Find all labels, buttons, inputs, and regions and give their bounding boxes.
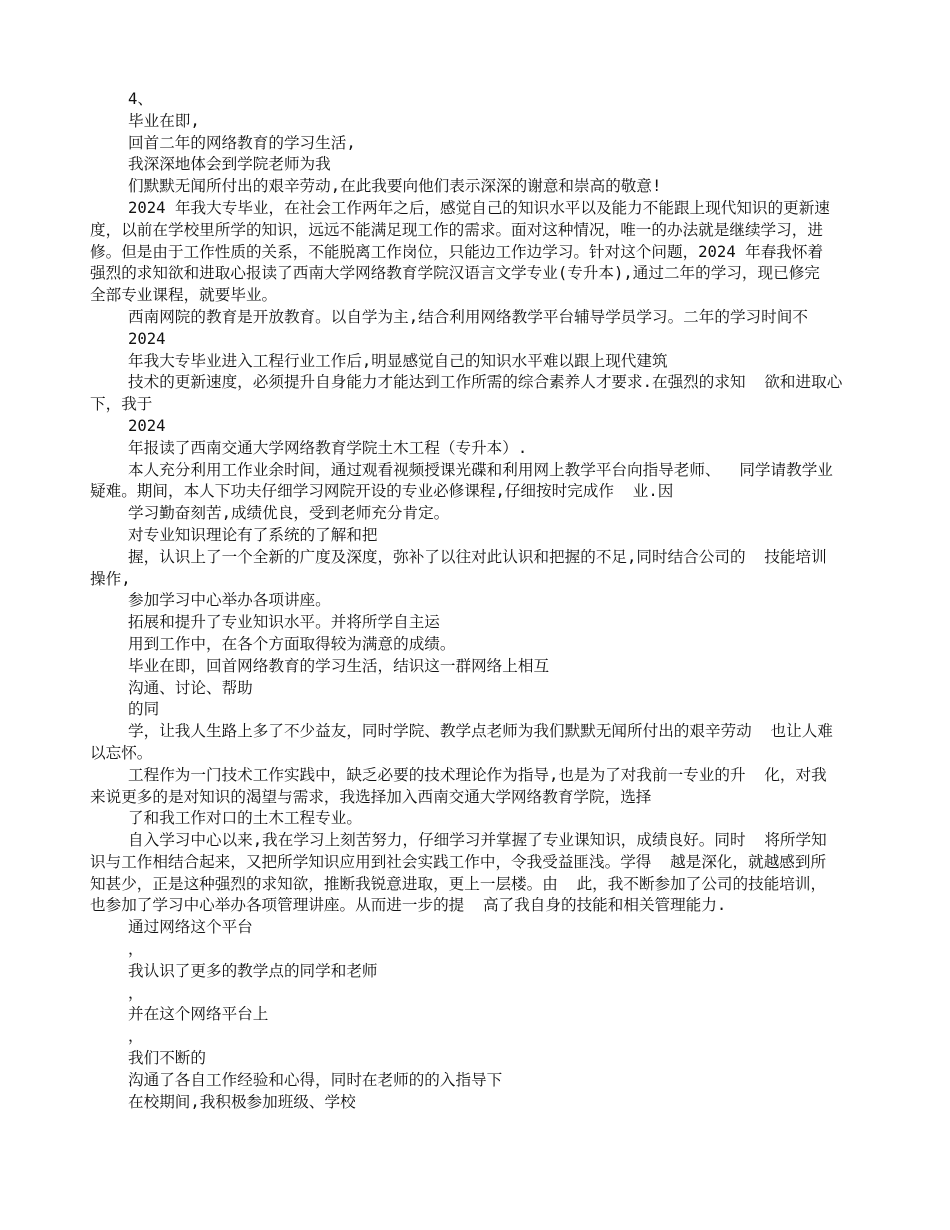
text-line: 知甚少，正是这种强烈的求知欲，推断我锐意进取，更上一层楼。由 此，我不断参加了公司的技能培训， <box>90 874 827 893</box>
text-line: 来说更多的是对知识的渴望与需求，我选择加入西南交通大学网络教育学院，选择 <box>90 787 652 806</box>
text-line: 并在这个网络平台上 <box>128 1005 269 1024</box>
text-line: 通过网络这个平台 <box>128 918 253 937</box>
text-line: 西南网院的教育是开放教育。以自学为主,结合利用网络教学平台辅导学员学习。二年的学习时间不 <box>128 307 808 326</box>
text-line: 年报读了西南交通大学网络教育学院土木工程（专升本）. <box>128 438 528 457</box>
text-line: 下，我于 <box>90 395 153 414</box>
text-line: 用到工作中，在各个方面取得较为满意的成绩。 <box>128 634 456 653</box>
text-line: 沟通、讨论、帮助 <box>128 678 253 697</box>
text-line: 我认识了更多的教学点的同学和老师 <box>128 961 378 980</box>
text-line: 握，认识上了一个全新的广度及深度，弥补了以往对此认识和把握的不足,同时结合公司的 技能培训 <box>128 547 827 566</box>
text-line: 拓展和提升了专业知识水平。并将所学自主运 <box>128 613 440 632</box>
text-line: 的同 <box>128 700 160 719</box>
text-line: 2024 年我大专毕业，在社会工作两年之后，感觉自己的知识水平以及能力不能跟上现代知识的更新速 <box>128 198 830 217</box>
text-line: 识与工作相结合起来，又把所学知识应用到社会实践工作中，令我受益匪浅。学得 越是深化，就越感到所 <box>90 852 827 871</box>
text-line: 对专业知识理论有了系统的了解和把 <box>128 525 378 544</box>
text-line: 全部专业课程，就要毕业。 <box>90 286 278 305</box>
text-line: 沟通了各自工作经验和心得，同时在老师的的入指导下 <box>128 1070 503 1089</box>
text-line: 我们不断的 <box>128 1049 206 1068</box>
text-line: 参加学习中心举办各项讲座。 <box>128 591 331 610</box>
text-line: 我深深地体会到学院老师为我 <box>128 155 331 174</box>
text-line: 本人充分利用工作业余时间，通过观看视频授课光碟和利用网上教学平台向指导老师、 同学请教学业 <box>128 460 833 479</box>
text-line: 强烈的求知欲和进取心报读了西南大学网络教育学院汉语言文学专业(专升本),通过二年的学习，现已修完 <box>90 264 820 283</box>
text-line: 2024 <box>128 329 166 348</box>
text-line: ， <box>128 983 144 1002</box>
text-line: 自入学习中心以来,我在学习上刻苦努力，仔细学习并掌握了专业课知识，成绩良好。同时 将所学知 <box>128 831 827 850</box>
text-line: 毕业在即, <box>128 111 200 130</box>
text-line: 度，以前在学校里所学的知识，远远不能满足现工作的需求。面对这种情况，唯一的办法就是继续学习，进 <box>90 220 823 239</box>
text-line: 以忘怀。 <box>90 743 153 762</box>
text-line: 在校期间,我积极参加班级、学校 <box>128 1092 356 1111</box>
text-line: 回首二年的网络教育的学习生活, <box>128 133 356 152</box>
text-line: ， <box>128 1027 144 1046</box>
text-line: 们默默无闻所付出的艰辛劳动,在此我要向他们表示深深的谢意和崇高的敬意! <box>128 177 662 196</box>
text-line: 工程作为一门技术工作实践中，缺乏必要的技术理论作为指导,也是为了对我前一专业的升 化，对我 <box>128 765 827 784</box>
text-line: 操作, <box>90 569 131 588</box>
text-line: 也参加了学习中心举办各项管理讲座。从而进一步的提 高了我自身的技能和相关管理能力. <box>90 896 727 915</box>
text-line: 技术的更新速度，必须提升自身能力才能达到工作所需的综合素养人才要求.在强烈的求知 欲和进取心 <box>128 373 843 392</box>
text-line: 年我大专毕业进入工程行业工作后,明显感觉自己的知识水平难以跟上现代建筑 <box>128 351 668 370</box>
text-line: 疑难。期间，本人下功夫仔细学习网院开设的专业必修课程,仔细按时完成作 业.因 <box>90 482 674 501</box>
text-line: 修。但是由于工作性质的关系，不能脱离工作岗位，只能边工作边学习。针对这个问题，2024 年春我怀着 <box>90 242 824 261</box>
text-line: 学习勤奋刻苦,成绩优良，受到老师充分肯定。 <box>128 504 450 523</box>
text-line: 4、 <box>128 90 153 108</box>
text-line: 2024 <box>128 416 166 435</box>
text-line: 学，让我人生路上多了不少益友，同时学院、教学点老师为我们默默无闻所付出的艰辛劳动 也让人难 <box>128 722 833 741</box>
text-line: 了和我工作对口的土木工程专业。 <box>128 809 362 828</box>
text-line: ， <box>128 940 144 959</box>
text-line: 毕业在即，回首网络教育的学习生活，结识这一群网络上相互 <box>128 656 550 675</box>
